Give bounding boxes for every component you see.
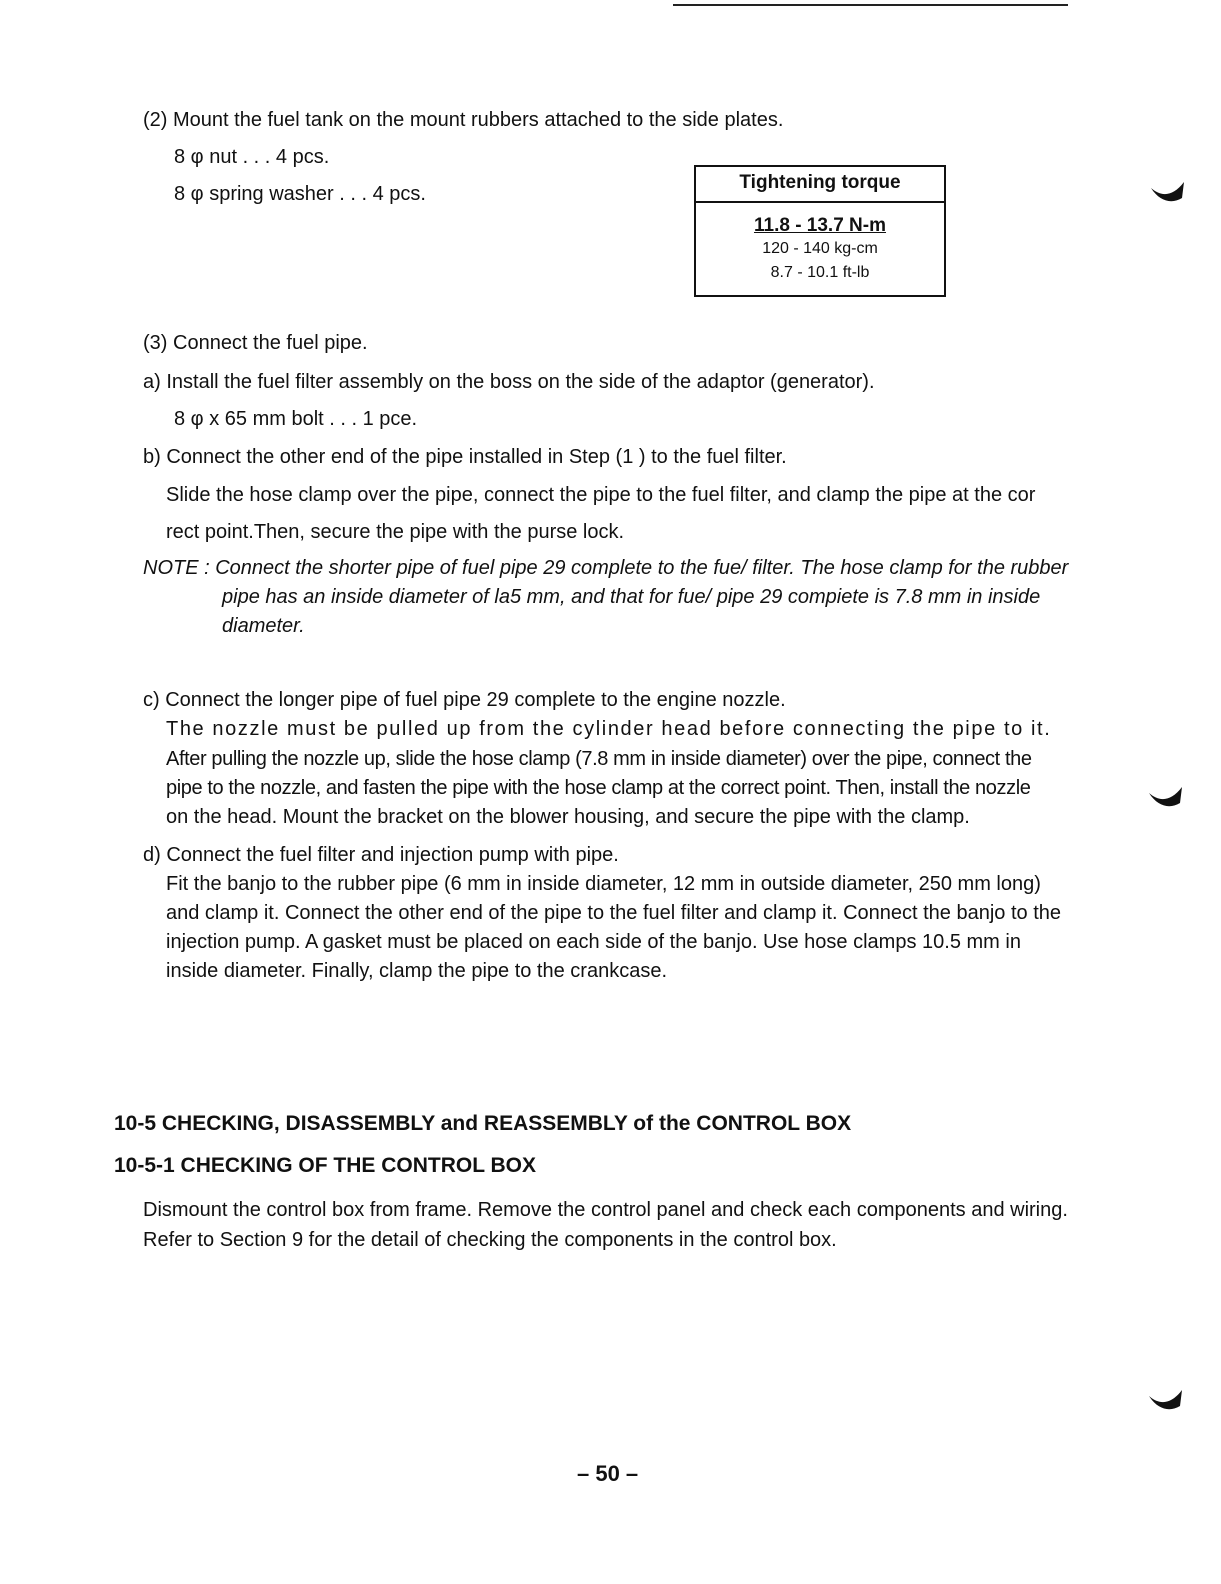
subsection-heading: 10-5-1 CHECKING OF THE CONTROL BOX [114,1154,536,1177]
top-rule [673,4,1068,6]
step3-b-line1: Slide the hose clamp over the pipe, connect the pipe to the fuel filter, and clamp the pipe at the cor [166,484,1036,506]
note-line1: NOTE : Connect the shorter pipe of fuel pipe 29 complete to the fue/ filter. The hose clamp for the rubber [143,557,1069,579]
step3-c-line2: After pulling the nozzle up, slide the hose clamp (7.8 mm in inside diameter) over the pipe, connect the [166,748,1032,770]
step3-d-line3: injection pump. A gasket must be placed on each side of the banjo. Use hose clamps 10.5 mm in [166,931,1021,953]
step3-d-line2: and clamp it. Connect the other end of the pipe to the fuel filter and clamp it. Connect the banjo to the [166,902,1062,924]
torque-value-kgcm: 120 - 140 kg-cm [762,240,878,257]
step3-c: c) Connect the longer pipe of fuel pipe 29 complete to the engine nozzle. [143,689,786,711]
section-para-line1: Dismount the control box from frame. Remove the control panel and check each components and wiring. [143,1199,1068,1221]
margin-mark-icon [1148,785,1184,813]
section-heading: 10-5 CHECKING, DISASSEMBLY and REASSEMBLY of the CONTROL BOX [114,1112,852,1135]
step3-d-line4: inside diameter. Finally, clamp the pipe to the crankcase. [166,960,667,982]
step3-a-item: 8 φ x 65 mm bolt . . . 1 pce. [174,408,418,430]
step3-c-line4: on the head. Mount the bracket on the blower housing, and secure the pipe with the clamp. [166,806,970,828]
step3-d: d) Connect the fuel filter and injection pump with pipe. [143,844,619,866]
step3-d-line1: Fit the banjo to the rubber pipe (6 mm in inside diameter, 12 mm in outside diameter, 250 mm long) [166,873,1041,895]
step2-item-washer: 8 φ spring washer . . . 4 pcs. [174,183,426,205]
margin-mark-icon [1148,1388,1184,1416]
section-para-line2: Refer to Section 9 for the detail of checking the components in the control box. [143,1229,837,1251]
tightening-torque-box [694,165,946,297]
torque-value-ftlb: 8.7 - 10.1 ft-lb [770,264,870,281]
step3-b-line2: rect point.Then, secure the pipe with the purse lock. [166,521,625,543]
step3-b: b) Connect the other end of the pipe installed in Step (1 ) to the fuel filter. [143,446,787,468]
step3-a: a) Install the fuel filter assembly on the boss on the side of the adaptor (generator). [143,371,875,393]
step3-title: (3) Connect the fuel pipe. [143,332,368,354]
note-line2: pipe has an inside diameter of la5 mm, and that for fue/ pipe 29 compiete is 7.8 mm in inside [222,586,1041,608]
torque-box-header: Tightening torque [696,167,944,203]
note-line3: diameter. [222,615,305,637]
margin-mark-icon [1150,180,1186,208]
step2-title: (2) Mount the fuel tank on the mount rubbers attached to the side plates. [143,109,784,131]
step3-c-line3: pipe to the nozzle, and fasten the pipe with the hose clamp at the correct point. Then, install the nozzle [166,777,1031,799]
torque-value-nm: 11.8 - 13.7 N-m [753,215,887,236]
torque-box-body [696,203,944,285]
page-number: – 50 – [577,1461,639,1486]
step3-c-line1: The nozzle must be pulled up from the cylinder head before connecting the pipe to it. [166,718,1052,740]
step2-item-nut: 8 φ nut . . . 4 pcs. [174,146,330,168]
